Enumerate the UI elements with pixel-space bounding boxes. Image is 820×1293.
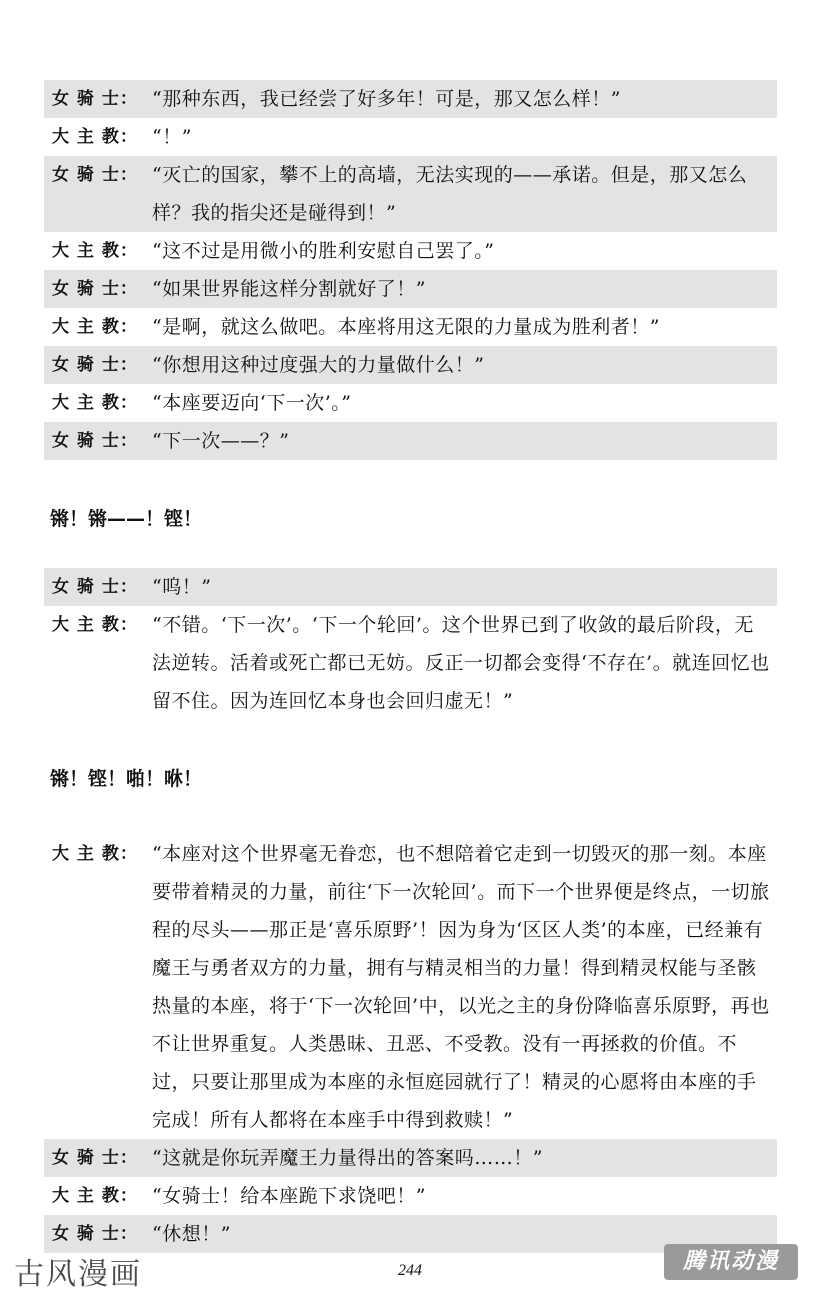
speech-text: “下一次——？” — [152, 430, 290, 452]
speaker-label: 大 主 教： — [52, 393, 138, 413]
speech-text: “不错。‘下一次’。‘下一个轮回’。这个世界已到了收敛的最后阶段，无法逆转。活着或死亡都已无妨。反正一切都会变得‘不存在’。就连回忆也留不住。因为连回忆本身也会回归虚无！” — [152, 614, 770, 712]
speech-text: “呜！” — [152, 576, 212, 598]
dialogue-line — [44, 80, 777, 118]
dialogue-line — [44, 1139, 777, 1177]
speech-text: “灭亡的国家，攀不上的高墙，无法实现的——承诺。但是，那又怎么样？我的指尖还是碰得到！” — [152, 164, 748, 224]
speaker-label: 大 主 教： — [52, 1186, 138, 1206]
speaker-label: 大 主 教： — [52, 241, 138, 261]
speech-text: “休想！” — [152, 1223, 231, 1245]
sound-effect-1: 锵！锵——！铿！ — [50, 508, 203, 530]
dialogue-line — [44, 568, 777, 606]
dialogue-line — [44, 384, 777, 422]
speech-text: “这不过是用微小的胜利安慰自己罢了。” — [152, 240, 495, 262]
watermark-right: 腾讯动漫 — [664, 1244, 798, 1280]
speech-text: “本座要迈向‘下一次’。” — [152, 392, 352, 414]
speech-text: “你想用这种过度强大的力量做什么！” — [152, 354, 485, 376]
speech-text: “如果世界能这样分割就好了！” — [152, 278, 426, 300]
speaker-label: 女 骑 士： — [52, 431, 138, 451]
speech-text: “！” — [152, 126, 192, 148]
sound-effect-2: 锵！铿！啪！咻！ — [50, 768, 203, 790]
speaker-label: 大 主 教： — [52, 615, 138, 635]
speaker-label: 大 主 教： — [52, 844, 138, 864]
page-number: 244 — [398, 1262, 422, 1279]
speaker-label: 女 骑 士： — [52, 355, 138, 375]
dialogue-block-1 — [44, 80, 777, 460]
dialogue-block-2 — [44, 568, 777, 720]
speaker-label: 女 骑 士： — [52, 89, 138, 109]
speech-text: “本座对这个世界毫无眷恋，也不想陪着它走到一切毁灭的那一刻。本座要带着精灵的力量，前往‘下一次轮回’。而下一个世界便是终点，一切旅程的尽头——那正是‘喜乐原野’！因为身为‘区区人类’的本座，已经兼有魔王与勇者双方的力量，拥有与精灵相当的力量！得到精灵权能与圣骸热量的本座，将于‘下一次轮回’中，以光之主的身份降临喜乐原野，再也不让世界重复。人类愚昧、丑恶、不受教。没有一再拯救的价值。不过，只要让那里成为本座的永恒庭园就行了！精灵的心愿将由本座的手完成！所有人都将在本座手中得到救赎！” — [152, 843, 770, 1131]
speaker-label: 女 骑 士： — [52, 1148, 138, 1168]
dialogue-line — [44, 422, 777, 460]
speaker-label: 女 骑 士： — [52, 279, 138, 299]
speaker-label: 女 骑 士： — [52, 1224, 138, 1244]
watermark-left: 古风漫画 — [14, 1257, 142, 1292]
dialogue-line — [44, 270, 777, 308]
speech-text: “那种东西，我已经尝了好多年！可是，那又怎么样！” — [152, 88, 621, 110]
speech-text: “这就是你玩弄魔王力量得出的答案吗……！” — [152, 1147, 543, 1169]
speech-text: “是啊，就这么做吧。本座将用这无限的力量成为胜利者！” — [152, 316, 660, 338]
dialogue-line — [44, 308, 777, 346]
dialogue-line — [44, 156, 777, 232]
dialogue-line — [44, 232, 777, 270]
speaker-label: 女 骑 士： — [52, 577, 138, 597]
dialogue-line — [44, 835, 777, 1139]
dialogue-line — [44, 118, 777, 156]
speech-text: “女骑士！给本座跪下求饶吧！” — [152, 1185, 426, 1207]
speaker-label: 大 主 教： — [52, 127, 138, 147]
dialogue-line — [44, 346, 777, 384]
dialogue-block-3 — [44, 835, 777, 1253]
dialogue-line — [44, 606, 777, 720]
speaker-label: 女 骑 士： — [52, 165, 138, 185]
speaker-label: 大 主 教： — [52, 317, 138, 337]
dialogue-line — [44, 1177, 777, 1215]
